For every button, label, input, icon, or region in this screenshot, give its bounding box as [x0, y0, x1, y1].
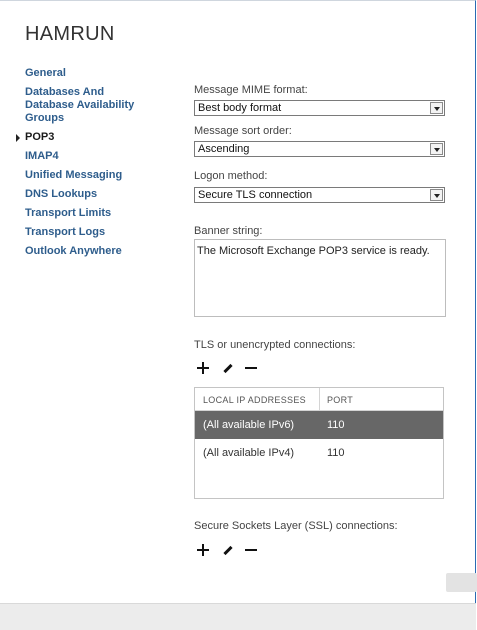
port-cell: 110 [327, 447, 345, 459]
sidebar-item-imap4[interactable]: IMAP4 [25, 150, 59, 162]
sidebar-nav [25, 67, 185, 264]
sort-order-select[interactable] [194, 141, 445, 157]
sort-order-label: Message sort order: [194, 125, 292, 137]
plus-icon[interactable] [196, 361, 210, 375]
chevron-down-icon[interactable] [430, 143, 443, 155]
ip-address-cell: (All available IPv6) [203, 419, 295, 431]
plus-icon[interactable] [196, 543, 210, 557]
footer-bar [0, 603, 476, 630]
minus-icon[interactable] [244, 361, 258, 375]
sidebar-item-pop3[interactable] [25, 131, 185, 144]
ssl-connections-label: Secure Sockets Layer (SSL) connections: [194, 520, 398, 532]
minus-icon[interactable] [244, 543, 258, 557]
sidebar-item-label: POP3 [25, 131, 55, 143]
pencil-icon[interactable] [220, 361, 234, 375]
caret-right-icon [16, 134, 20, 142]
sidebar-item-general[interactable]: General [25, 67, 66, 79]
table-header [195, 388, 443, 411]
table-row[interactable] [195, 439, 443, 467]
page-title: HAMRUN [25, 23, 115, 45]
banner-string-textarea[interactable]: The Microsoft Exchange POP3 service is ready. [194, 239, 446, 317]
port-cell: 110 [327, 419, 345, 431]
chevron-down-icon[interactable] [430, 102, 443, 114]
sidebar-item-databases[interactable]: Databases And Database Availability Groups [25, 86, 135, 124]
sidebar-item-transport-limits[interactable]: Transport Limits [25, 207, 112, 219]
pencil-icon[interactable] [220, 543, 234, 557]
sidebar-item-dns-lookups[interactable]: DNS Lookups [25, 188, 98, 200]
table-row[interactable] [195, 411, 443, 439]
logon-method-value: Secure TLS connection [198, 189, 313, 201]
sidebar-item-outlook-anywhere[interactable]: Outlook Anywhere [25, 245, 122, 257]
logon-method-label: Logon method: [194, 170, 268, 182]
sort-order-value: Ascending [198, 143, 250, 155]
mime-format-label: Message MIME format: [194, 84, 308, 96]
sidebar-item-transport-logs[interactable]: Transport Logs [25, 226, 106, 238]
banner-string-label: Banner string: [194, 225, 263, 237]
sidebar-item-unified-messaging[interactable]: Unified Messaging [25, 169, 123, 181]
mime-format-select[interactable] [194, 100, 445, 116]
mime-format-value: Best body format [198, 102, 282, 114]
logon-method-select[interactable] [194, 187, 445, 203]
tls-bindings-table [194, 387, 444, 499]
partial-button[interactable] [446, 573, 477, 592]
ip-address-cell: (All available IPv4) [203, 447, 295, 459]
column-header-port[interactable]: PORT [327, 395, 354, 405]
tls-connections-label: TLS or unencrypted connections: [194, 339, 356, 351]
column-header-address[interactable]: LOCAL IP ADDRESSES [203, 395, 306, 405]
chevron-down-icon[interactable] [430, 189, 443, 201]
